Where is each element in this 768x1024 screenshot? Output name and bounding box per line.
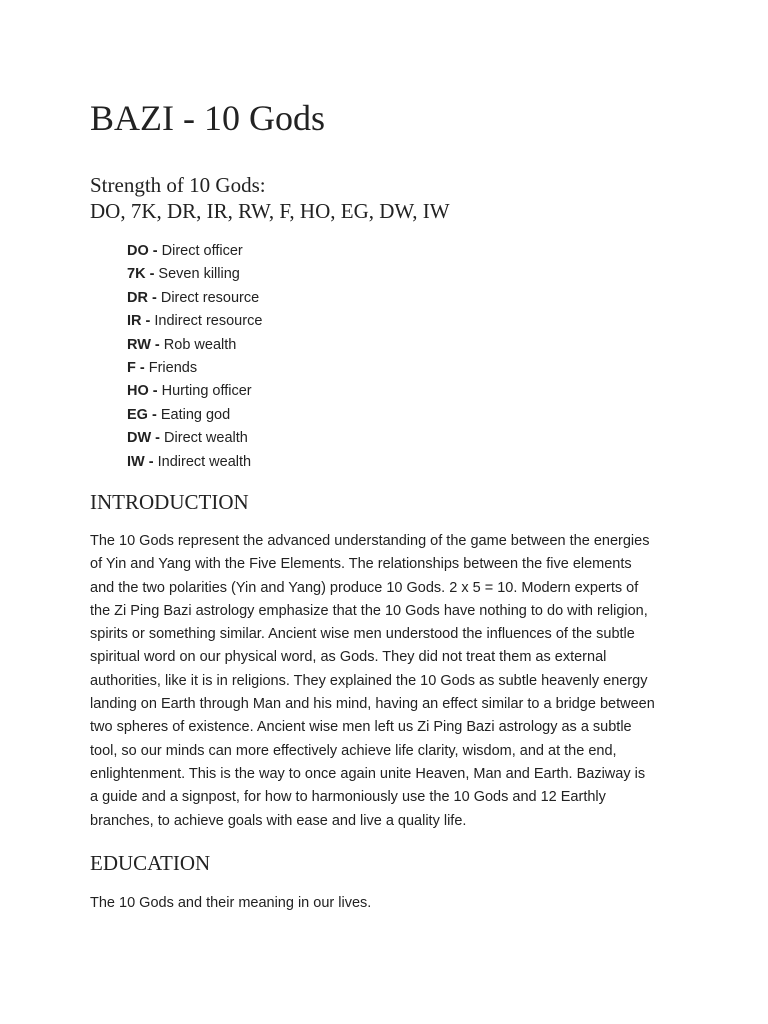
abbreviation-code: IW -: [127, 453, 154, 470]
paragraph-line: the Zi Ping Bazi astrology emphasize that the 10 Gods have nothing to do with religion,: [90, 602, 648, 619]
list-item: [127, 263, 262, 286]
paragraph-line: and the two polarities (Yin and Yang) produce 10 Gods. 2 x 5 = 10. Modern experts of: [90, 579, 639, 596]
paragraph-line: The 10 Gods represent the advanced understanding of the game between the energies: [90, 533, 650, 549]
subtitle-line-2: DO, 7K, DR, IR, RW, F, HO, EG, DW, IW: [90, 199, 450, 223]
abbreviation-code: EG -: [127, 406, 157, 423]
paragraph-line: landing on Earth through Man and his mind, having an effect similar to a bridge between: [90, 696, 655, 713]
strength-subtitle: [90, 172, 450, 224]
paragraph-line: spirits or something similar. Ancient wise men understood the influences of the subtle: [90, 626, 635, 643]
abbreviation-meaning: Friends: [144, 360, 198, 377]
abbreviation-code: HO -: [127, 383, 158, 400]
list-item: [127, 357, 262, 380]
list-item: [127, 287, 262, 310]
list-item: [127, 380, 262, 403]
list-item: [127, 310, 262, 333]
abbreviation-code: IR -: [127, 313, 151, 330]
abbreviation-meaning: Direct wealth: [160, 430, 248, 447]
paragraph-line: of Yin and Yang with the Five Elements. The relationships between the five elements: [90, 556, 632, 573]
list-item: [127, 427, 262, 450]
abbreviation-meaning: Seven killing: [154, 266, 240, 283]
education-paragraph: [90, 892, 680, 915]
abbreviation-list: [127, 240, 262, 474]
list-item: [127, 451, 262, 474]
introduction-heading: INTRODUCTION: [90, 490, 249, 514]
abbreviation-code: DR -: [127, 289, 157, 306]
abbreviation-meaning: Indirect wealth: [153, 453, 252, 470]
paragraph-line: The 10 Gods and their meaning in our lives.: [90, 895, 372, 911]
abbreviation-meaning: Hurting officer: [157, 383, 252, 400]
introduction-paragraph: [90, 530, 680, 833]
paragraph-line: two spheres of existence. Ancient wise men left us Zi Ping Bazi astrology as a subtle: [90, 719, 632, 736]
paragraph-line: branches, to achieve goals with ease and live a quality life.: [90, 812, 467, 829]
paragraph-line: a guide and a signpost, for how to harmoniously use the 10 Gods and 12 Earthly: [90, 789, 606, 806]
abbreviation-code: 7K -: [127, 266, 155, 283]
abbreviation-meaning: Eating god: [156, 406, 231, 423]
abbreviation-meaning: Direct officer: [157, 243, 243, 259]
list-item: [127, 240, 262, 263]
paragraph-line: tool, so our minds can more effectively achieve life clarity, wisdom, and at the end,: [90, 742, 617, 759]
list-item: [127, 404, 262, 427]
paragraph-line: authorities, like it is in religions. They explained the 10 Gods as subtle heavenly energy: [90, 672, 648, 689]
subtitle-line-1: Strength of 10 Gods:: [90, 173, 266, 197]
list-item: [127, 334, 262, 357]
abbreviation-meaning: Indirect resource: [150, 313, 263, 330]
document-title: BAZI - 10 Gods: [90, 98, 325, 138]
abbreviation-code: F -: [127, 360, 145, 377]
paragraph-line: spiritual word on our physical word, as Gods. They did not treat them as external: [90, 649, 607, 666]
paragraph-line: enlightenment. This is the way to once again unite Heaven, Man and Earth. Baziway is: [90, 765, 646, 782]
abbreviation-code: RW -: [127, 336, 160, 353]
abbreviation-meaning: Rob wealth: [159, 336, 237, 353]
abbreviation-code: DW -: [127, 430, 161, 447]
education-heading: EDUCATION: [90, 851, 211, 875]
abbreviation-code: DO -: [127, 243, 158, 259]
abbreviation-meaning: Direct resource: [156, 289, 260, 306]
